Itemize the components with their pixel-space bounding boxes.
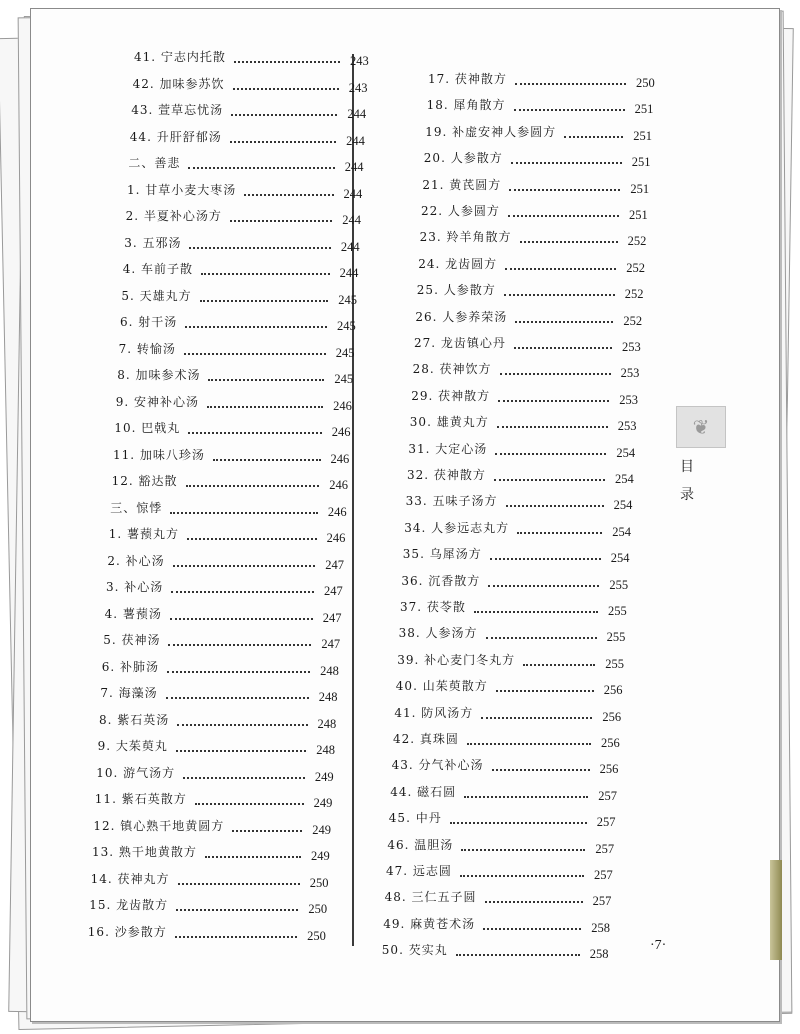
toc-entry[interactable] (106, 574, 354, 596)
toc-entry-title: 11. 加味八珍汤 (113, 447, 205, 462)
toc-entry[interactable] (126, 203, 373, 225)
toc-entry[interactable] (130, 124, 376, 146)
dot-leader (505, 262, 616, 270)
toc-entry-title: 40. 山茱萸散方 (395, 679, 488, 694)
toc-entry-page: 251 (631, 155, 651, 170)
ornament-image: ❦ (676, 406, 726, 448)
toc-entry[interactable] (134, 44, 380, 66)
toc-entry-page: 257 (596, 815, 616, 830)
dot-leader (205, 850, 301, 858)
toc-entry-title: 15. 龙齿散方 (89, 898, 169, 912)
dot-leader (461, 843, 585, 851)
dot-leader (509, 183, 620, 191)
toc-entry-page: 252 (626, 260, 645, 275)
toc-entry-page: 250 (307, 928, 326, 943)
toc-entry-title: 39. 补心麦门冬丸方 (397, 652, 516, 667)
toc-entry[interactable] (407, 462, 645, 484)
dot-leader (514, 103, 625, 111)
toc-entry[interactable] (114, 415, 361, 437)
dot-leader (492, 763, 590, 771)
dot-leader (207, 400, 323, 408)
toc-entry[interactable] (425, 119, 663, 141)
toc-entry-page: 254 (613, 498, 633, 513)
dot-leader (498, 394, 609, 402)
dot-leader (500, 367, 611, 375)
toc-entry-title: 20. 人参散方 (423, 151, 503, 166)
toc-entry-page: 254 (616, 445, 636, 460)
toc-entry-page: 244 (346, 133, 365, 148)
toc-entry[interactable] (103, 627, 351, 649)
dot-leader (481, 711, 592, 719)
toc-entry-page: 243 (348, 80, 368, 95)
toc-entry[interactable] (105, 601, 353, 623)
toc-entry[interactable] (415, 304, 653, 326)
dot-leader (508, 209, 619, 217)
toc-entry[interactable] (107, 548, 355, 570)
toc-entry-title: 30. 雄黄丸方 (409, 415, 489, 430)
toc-entry[interactable] (423, 145, 662, 170)
toc-entry-title: 44. 磁石圆 (390, 784, 457, 799)
book-spine-edge (770, 860, 782, 960)
dot-leader (520, 235, 618, 243)
toc-entry[interactable] (121, 283, 368, 305)
toc-entry-title: 47. 远志圆 (386, 864, 452, 878)
page-number: ·7· (650, 938, 667, 953)
toc-entry-title: 4. 薯蓣汤 (104, 606, 162, 621)
dot-leader (460, 869, 584, 877)
toc-entry-title: 11. 紫石英散方 (94, 792, 187, 806)
toc-entry-title: 二、善悲 (128, 156, 181, 170)
toc-entry[interactable] (384, 884, 623, 909)
toc-entry[interactable] (394, 700, 632, 722)
dot-leader (232, 824, 302, 832)
toc-entry[interactable] (387, 832, 625, 854)
toc-entry[interactable] (419, 224, 658, 249)
toc-entry[interactable] (428, 66, 666, 88)
dot-leader (178, 877, 300, 885)
toc-entry-page: 253 (620, 366, 640, 381)
toc-entry-title: 12. 镇心熟干地黄圆方 (93, 818, 225, 833)
dot-leader (166, 691, 309, 699)
dot-leader (523, 658, 595, 666)
dot-leader (496, 684, 594, 692)
toc-entry-page: 248 (318, 690, 338, 704)
toc-entry[interactable] (422, 172, 660, 194)
toc-entry[interactable] (418, 251, 656, 273)
dot-leader (497, 420, 608, 428)
toc-entry-title: 38. 人参汤方 (398, 626, 478, 641)
toc-entry-title: 1. 薯蓣丸方 (108, 527, 180, 541)
toc-entry-title: 5. 天雄丸方 (121, 288, 192, 303)
toc-entry[interactable] (397, 647, 635, 669)
toc-entry[interactable] (411, 383, 649, 405)
toc-entry-page: 254 (612, 524, 631, 539)
dot-leader (515, 77, 626, 85)
toc-entry-page: 250 (309, 875, 329, 890)
dot-leader (173, 559, 316, 567)
dot-leader (490, 552, 601, 560)
toc-entry-page: 255 (605, 656, 624, 671)
toc-entry-title: 41. 防风汤方 (394, 705, 474, 720)
toc-entry-page: 256 (603, 683, 623, 698)
dot-leader (195, 797, 304, 805)
dot-leader (188, 161, 334, 169)
toc-entry-title: 41. 宁志内托散 (134, 50, 226, 64)
toc-entry-page: 247 (325, 557, 345, 572)
toc-entry-page: 244 (344, 160, 364, 174)
toc-entry-page: 252 (623, 313, 643, 328)
toc-entry[interactable] (100, 680, 348, 702)
toc-entry[interactable] (120, 309, 367, 331)
toc-entry-title: 25. 人参散方 (416, 283, 496, 298)
toc-entry-page: 249 (311, 849, 330, 863)
dot-leader (168, 638, 311, 646)
dot-leader (504, 288, 615, 296)
toc-entry-title: 48. 三仁五子圆 (384, 890, 477, 905)
toc-entry-page: 245 (334, 372, 354, 386)
toc-entry-page: 244 (343, 186, 363, 201)
toc-entry-title: 29. 茯神散方 (411, 388, 491, 403)
toc-entry-page: 249 (314, 769, 334, 784)
toc-entry[interactable] (386, 858, 624, 880)
toc-entry-title: 44. 升肝舒郁汤 (129, 129, 222, 144)
toc-entry-page: 250 (308, 902, 328, 916)
toc-entry[interactable] (128, 150, 374, 172)
toc-entry[interactable] (393, 726, 631, 748)
toc-entry[interactable] (112, 468, 360, 490)
toc-entry[interactable] (89, 892, 338, 914)
toc-entry-title: 18. 犀角散方 (426, 98, 506, 113)
side-heading-char-2: 录 (680, 487, 694, 503)
toc-entry-page: 258 (591, 920, 610, 935)
toc-entry-page: 251 (633, 128, 652, 143)
toc-entry[interactable] (400, 594, 638, 616)
toc-entry-title: 31. 大定心汤 (408, 441, 488, 456)
dot-leader (234, 55, 340, 63)
toc-entry-title: 10. 巴戟丸 (114, 421, 181, 435)
toc-entry-page: 257 (594, 868, 613, 882)
toc-entry-page: 257 (598, 788, 617, 803)
toc-entry-page: 246 (329, 478, 348, 492)
toc-entry-title: 43. 分气补心汤 (391, 758, 484, 773)
toc-entry[interactable] (398, 620, 637, 645)
toc-entry-page: 251 (634, 102, 654, 117)
toc-entry-title: 2. 半夏补心汤方 (125, 209, 222, 223)
dot-leader (517, 526, 602, 534)
dot-leader (185, 320, 327, 328)
toc-entry-title: 46. 温胆汤 (387, 837, 454, 852)
toc-entry-page: 249 (313, 796, 333, 810)
toc-entry[interactable] (409, 409, 648, 434)
dot-leader (467, 737, 591, 745)
toc-entry[interactable] (388, 805, 627, 830)
dot-leader (233, 82, 339, 90)
toc-entry[interactable] (88, 919, 337, 941)
toc-entry-title: 42. 加味参苏饮 (132, 76, 225, 91)
toc-entry[interactable] (421, 198, 659, 220)
toc-entry[interactable] (391, 752, 630, 777)
toc-entry[interactable] (414, 330, 652, 352)
toc-entry-title: 50. 芡实丸 (381, 943, 448, 958)
dot-leader (464, 790, 588, 798)
dot-leader (175, 930, 297, 938)
dot-leader (176, 903, 298, 911)
dot-leader (450, 816, 587, 824)
toc-entry[interactable] (383, 911, 621, 933)
toc-entry-title: 7. 转愉汤 (118, 341, 176, 356)
toc-entry-page: 255 (606, 630, 626, 645)
toc-entry-page: 248 (316, 743, 335, 757)
toc-entry[interactable] (93, 813, 342, 835)
toc-entry-page: 247 (324, 584, 343, 598)
toc-entry-title: 5. 茯神汤 (103, 633, 161, 647)
toc-entry-title: 27. 龙齿镇心丹 (414, 336, 506, 350)
dot-leader (456, 948, 580, 956)
dot-leader (171, 585, 314, 593)
toc-entry-title: 16. 沙参散方 (87, 924, 167, 939)
toc-entry-page: 254 (610, 551, 630, 566)
dot-leader (183, 771, 305, 779)
toc-entry-page: 245 (338, 292, 358, 307)
toc-entry-page: 258 (589, 947, 609, 962)
toc-entry[interactable] (109, 521, 357, 543)
dot-leader (514, 341, 612, 349)
toc-entry-title: 23. 羚羊角散方 (419, 230, 512, 245)
toc-entry-title: 43. 萱草忘忧汤 (131, 103, 224, 117)
toc-entry-page: 253 (619, 392, 638, 407)
dot-leader (485, 895, 583, 903)
toc-entry-page: 244 (339, 266, 359, 280)
toc-entry-title: 1. 甘草小麦大枣汤 (127, 182, 237, 197)
toc-entry-page: 253 (622, 340, 641, 354)
toc-entry-title: 三、惊悸 (110, 500, 163, 515)
toc-entry-page: 251 (629, 208, 648, 222)
toc-entry[interactable] (412, 356, 651, 381)
toc-entry-page: 255 (608, 604, 627, 618)
toc-entry-title: 9. 安神补心汤 (115, 394, 200, 409)
toc-entry-page: 249 (312, 822, 332, 837)
toc-entry-title: 8. 紫石英汤 (99, 712, 170, 727)
toc-entry-title: 10. 游气汤方 (96, 765, 176, 780)
toc-entry-title: 6. 补肺汤 (101, 659, 160, 674)
toc-entry[interactable] (113, 442, 361, 464)
dot-leader (474, 605, 598, 613)
dot-leader (170, 506, 318, 514)
toc-entry-page: 254 (615, 472, 634, 486)
toc-entry-title: 34. 人参远志丸方 (404, 520, 510, 535)
toc-entry-page: 256 (599, 762, 619, 777)
toc-entry-title: 13. 熟干地黄散方 (92, 845, 197, 859)
dot-leader (176, 744, 306, 752)
toc-entry-page: 256 (601, 736, 620, 750)
toc-entry-page: 244 (347, 107, 367, 121)
toc-entry-title: 12. 豁达散 (111, 474, 178, 488)
toc-entry-page: 251 (630, 181, 650, 196)
toc-entry-page: 257 (595, 841, 615, 856)
toc-entry-page: 244 (340, 239, 360, 254)
toc-entry-page: 246 (330, 451, 350, 466)
dot-leader (167, 665, 310, 673)
toc-entry[interactable] (99, 707, 348, 729)
toc-entry-title: 22. 人参圆方 (421, 204, 500, 218)
dot-leader (495, 447, 606, 455)
toc-entry[interactable] (395, 673, 634, 698)
dot-leader (231, 108, 337, 116)
toc-entry[interactable] (102, 654, 350, 676)
toc-entry[interactable] (133, 71, 379, 93)
toc-entry-page: 245 (335, 345, 355, 360)
toc-entry[interactable] (119, 336, 366, 358)
toc-entry-page: 247 (322, 610, 342, 625)
toc-entry-page: 255 (609, 577, 629, 592)
toc-entry-page: 247 (321, 637, 341, 651)
toc-entry-title: 42. 真珠圆 (393, 732, 459, 746)
toc-entry[interactable] (416, 277, 655, 302)
toc-entry-page: 256 (602, 709, 622, 724)
toc-entry[interactable] (401, 568, 639, 590)
toc-entry[interactable] (124, 230, 371, 252)
toc-entry-title: 17. 茯神散方 (428, 72, 507, 86)
toc-entry-page: 257 (592, 894, 612, 909)
toc-entry-title: 37. 茯苓散 (400, 600, 466, 614)
toc-entry-title: 28. 茯神饮方 (412, 362, 492, 377)
toc-entry-title: 35. 乌犀汤方 (402, 547, 482, 562)
toc-entry[interactable] (92, 839, 341, 861)
toc-entry-title: 45. 中丹 (388, 811, 442, 826)
toc-entry-page: 244 (342, 213, 361, 227)
toc-entry-page: 243 (350, 54, 369, 68)
toc-entry-title: 4. 车前子散 (122, 262, 194, 276)
toc-entry[interactable] (91, 866, 340, 888)
toc-entry-page: 252 (624, 287, 644, 302)
dot-leader (201, 267, 330, 275)
toc-entry[interactable] (381, 937, 620, 962)
toc-entry[interactable] (116, 389, 363, 411)
toc-entry-page: 246 (326, 531, 346, 545)
toc-entry[interactable] (131, 97, 377, 119)
toc-entry-page: 248 (317, 716, 337, 731)
dot-leader (213, 453, 321, 461)
toc-entry-title: 2. 补心汤 (107, 553, 165, 568)
toc-entry[interactable] (405, 488, 644, 513)
toc-entry-page: 253 (617, 419, 637, 434)
dot-leader (506, 499, 604, 507)
toc-entry-page: 246 (327, 504, 347, 519)
toc-entry-page: 245 (337, 319, 356, 333)
toc-entry[interactable] (95, 786, 344, 808)
toc-entry[interactable] (426, 92, 665, 117)
toc-entry-title: 9. 大茱萸丸 (97, 739, 168, 753)
dot-leader (186, 479, 320, 487)
dot-leader (188, 426, 321, 434)
toc-entry[interactable] (390, 779, 628, 801)
toc-entry-title: 8. 加味参术汤 (117, 368, 201, 382)
dot-leader (184, 347, 326, 355)
toc-entry-page: 250 (636, 76, 655, 90)
dot-leader (515, 315, 613, 323)
dot-leader (483, 922, 581, 930)
toc-entry-title: 24. 龙齿圆方 (418, 256, 498, 271)
dot-leader (200, 294, 329, 302)
side-heading-char-1: 目 (680, 459, 694, 475)
dot-leader (511, 156, 622, 164)
toc-entry-title: 32. 茯神散方 (407, 468, 486, 482)
dot-leader (177, 718, 307, 726)
toc-entry-title: 36. 沉香散方 (401, 573, 481, 588)
toc-entry-title: 3. 补心汤 (106, 580, 164, 594)
toc-entry-page: 246 (331, 425, 351, 439)
toc-entry-title: 7. 海藻汤 (100, 686, 158, 700)
toc-entry-title: 33. 五味子汤方 (405, 494, 498, 509)
toc-entry[interactable] (123, 256, 370, 278)
toc-entry-title: 14. 茯神丸方 (90, 871, 170, 886)
dot-leader (494, 473, 605, 481)
toc-entry-title: 6. 射干汤 (120, 315, 178, 329)
toc-entry[interactable] (408, 436, 646, 458)
toc-entry[interactable] (404, 515, 642, 537)
toc-entry-page: 252 (627, 234, 647, 249)
dot-leader (170, 612, 313, 620)
toc-entry-page: 248 (320, 663, 339, 678)
dot-leader (230, 135, 336, 143)
dot-leader (486, 631, 597, 639)
toc-entry-page: 246 (333, 398, 352, 413)
toc-entry[interactable] (98, 733, 347, 755)
toc-entry-title: 26. 人参养荣汤 (415, 309, 508, 324)
toc-entry-title: 49. 麻黄苍术汤 (383, 916, 476, 931)
toc-entry[interactable] (402, 541, 641, 566)
dot-leader (244, 188, 333, 196)
toc-entry[interactable] (96, 760, 345, 782)
toc-entry[interactable] (127, 177, 374, 199)
toc-entry-title: 3. 五邪汤 (124, 235, 182, 250)
toc-entry-title: 19. 补虚安神人参圆方 (425, 124, 557, 139)
dot-leader (230, 214, 332, 222)
dot-leader (488, 579, 599, 587)
dot-leader (208, 373, 324, 381)
toc-entry[interactable] (117, 362, 364, 384)
dot-leader (189, 241, 330, 249)
toc-entry-title: 21. 黄芪圆方 (422, 177, 502, 192)
dot-leader (187, 532, 317, 540)
dot-leader (564, 130, 623, 138)
toc-entry[interactable] (110, 495, 358, 517)
